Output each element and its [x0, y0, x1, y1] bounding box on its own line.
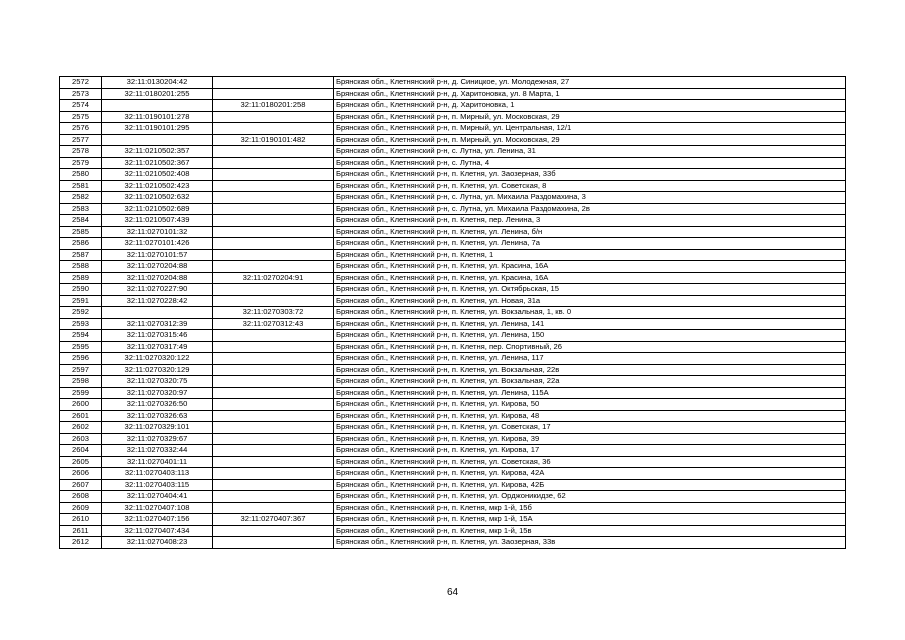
table-row — [60, 77, 846, 89]
address-cell: Брянская обл., Клетнянский р-н, с. Лутна, ул. Михаила Раздомахина, 3 — [334, 192, 846, 204]
address-cell: Брянская обл., Клетнянский р-н, п. Клетня, ул. Вокзальная, 22в — [334, 364, 846, 376]
related-cadastral-number-cell — [213, 364, 334, 376]
address-cell: Брянская обл., Клетнянский р-н, п. Клетня, ул. Ленина, 115А — [334, 387, 846, 399]
row-number-cell: 2600 — [60, 399, 102, 411]
cadastral-number-cell: 32:11:0270317:49 — [102, 341, 213, 353]
related-cadastral-number-cell — [213, 203, 334, 215]
cadastral-number-cell: 32:11:0270329:67 — [102, 433, 213, 445]
address-cell: Брянская обл., Клетнянский р-н, п. Клетня, ул. Ленина, 150 — [334, 330, 846, 342]
table-row — [60, 330, 846, 342]
table-row — [60, 318, 846, 330]
cadastral-number-cell: 32:11:0270312:39 — [102, 318, 213, 330]
cadastral-number-cell: 32:11:0270320:75 — [102, 376, 213, 388]
address-cell: Брянская обл., Клетнянский р-н, п. Клетня, ул. Ленина, 117 — [334, 353, 846, 365]
related-cadastral-number-cell — [213, 123, 334, 135]
table-row — [60, 238, 846, 250]
row-number-cell: 2599 — [60, 387, 102, 399]
address-cell: Брянская обл., Клетнянский р-н, с. Лутна, ул. Ленина, 31 — [334, 146, 846, 158]
row-number-cell: 2610 — [60, 514, 102, 526]
row-number-cell: 2598 — [60, 376, 102, 388]
related-cadastral-number-cell: 32:11:0190101:482 — [213, 134, 334, 146]
row-number-cell: 2574 — [60, 100, 102, 112]
related-cadastral-number-cell — [213, 77, 334, 89]
address-cell: Брянская обл., Клетнянский р-н, п. Клетня, ул. Ленина, б/н — [334, 226, 846, 238]
cadastral-number-cell: 32:11:0270326:63 — [102, 410, 213, 422]
row-number-cell: 2612 — [60, 537, 102, 549]
table-row — [60, 433, 846, 445]
table-row — [60, 422, 846, 434]
row-number-cell: 2597 — [60, 364, 102, 376]
row-number-cell: 2611 — [60, 525, 102, 537]
table-row — [60, 157, 846, 169]
table-row — [60, 215, 846, 227]
cadastral-number-cell: 32:11:0270204:88 — [102, 272, 213, 284]
table-row — [60, 502, 846, 514]
cadastral-number-cell: 32:11:0180201:255 — [102, 88, 213, 100]
property-register-table — [59, 76, 846, 549]
cadastral-number-cell: 32:11:0210507:439 — [102, 215, 213, 227]
related-cadastral-number-cell — [213, 479, 334, 491]
page-number: 64 — [446, 587, 459, 598]
row-number-cell: 2588 — [60, 261, 102, 273]
related-cadastral-number-cell: 32:11:0270312:43 — [213, 318, 334, 330]
address-cell: Брянская обл., Клетнянский р-н, п. Клетня, ул. Кирова, 42А — [334, 468, 846, 480]
row-number-cell: 2594 — [60, 330, 102, 342]
address-cell: Брянская обл., Клетнянский р-н, п. Клетня, ул. Новая, 31а — [334, 295, 846, 307]
related-cadastral-number-cell — [213, 284, 334, 296]
row-number-cell: 2582 — [60, 192, 102, 204]
address-cell: Брянская обл., Клетнянский р-н, п. Клетня, ул. Заозерная, 33в — [334, 537, 846, 549]
related-cadastral-number-cell — [213, 456, 334, 468]
table-row — [60, 272, 846, 284]
address-cell: Брянская обл., Клетнянский р-н, п. Мирный, ул. Центральная, 12/1 — [334, 123, 846, 135]
cadastral-number-cell: 32:11:0270227:90 — [102, 284, 213, 296]
cadastral-number-cell: 32:11:0210502:689 — [102, 203, 213, 215]
table-row — [60, 387, 846, 399]
cadastral-number-cell: 32:11:0270403:115 — [102, 479, 213, 491]
related-cadastral-number-cell — [213, 537, 334, 549]
row-number-cell: 2608 — [60, 491, 102, 503]
cadastral-number-cell: 32:11:0210502:367 — [102, 157, 213, 169]
address-cell: Брянская обл., Клетнянский р-н, п. Клетня, ул. Орджоникидзе, 62 — [334, 491, 846, 503]
row-number-cell: 2572 — [60, 77, 102, 89]
cadastral-number-cell: 32:11:0190101:278 — [102, 111, 213, 123]
related-cadastral-number-cell — [213, 146, 334, 158]
cadastral-number-cell: 32:11:0190101:295 — [102, 123, 213, 135]
related-cadastral-number-cell — [213, 111, 334, 123]
related-cadastral-number-cell: 32:11:0180201:258 — [213, 100, 334, 112]
address-cell: Брянская обл., Клетнянский р-н, д. Харитоновка, 1 — [334, 100, 846, 112]
cadastral-number-cell: 32:11:0270407:156 — [102, 514, 213, 526]
cadastral-number-cell — [102, 100, 213, 112]
address-cell: Брянская обл., Клетнянский р-н, п. Клетня, ул. Заозерная, 33б — [334, 169, 846, 181]
cadastral-number-cell: 32:11:0210502:357 — [102, 146, 213, 158]
row-number-cell: 2609 — [60, 502, 102, 514]
cadastral-number-cell: 32:11:0270407:108 — [102, 502, 213, 514]
address-cell: Брянская обл., Клетнянский р-н, п. Клетня, ул. Советская, 17 — [334, 422, 846, 434]
cadastral-number-cell: 32:11:0270228:42 — [102, 295, 213, 307]
table-row — [60, 399, 846, 411]
row-number-cell: 2580 — [60, 169, 102, 181]
table-row — [60, 491, 846, 503]
address-cell: Брянская обл., Клетнянский р-н, п. Клетня, 1 — [334, 249, 846, 261]
table-row — [60, 295, 846, 307]
row-number-cell: 2595 — [60, 341, 102, 353]
address-cell: Брянская обл., Клетнянский р-н, д. Харитоновка, ул. 8 Марта, 1 — [334, 88, 846, 100]
row-number-cell: 2601 — [60, 410, 102, 422]
table-row — [60, 203, 846, 215]
address-cell: Брянская обл., Клетнянский р-н, п. Клетня, ул. Советская, 36 — [334, 456, 846, 468]
related-cadastral-number-cell — [213, 353, 334, 365]
row-number-cell: 2578 — [60, 146, 102, 158]
table-row — [60, 134, 846, 146]
row-number-cell: 2575 — [60, 111, 102, 123]
row-number-cell: 2573 — [60, 88, 102, 100]
cadastral-number-cell: 32:11:0210502:632 — [102, 192, 213, 204]
table-row — [60, 100, 846, 112]
cadastral-number-cell: 32:11:0270101:57 — [102, 249, 213, 261]
row-number-cell: 2596 — [60, 353, 102, 365]
table-row — [60, 261, 846, 273]
row-number-cell: 2577 — [60, 134, 102, 146]
cadastral-number-cell: 32:11:0270320:97 — [102, 387, 213, 399]
cadastral-number-cell: 32:11:0270204:88 — [102, 261, 213, 273]
table-row — [60, 376, 846, 388]
related-cadastral-number-cell — [213, 261, 334, 273]
related-cadastral-number-cell — [213, 341, 334, 353]
row-number-cell: 2583 — [60, 203, 102, 215]
table-row — [60, 410, 846, 422]
related-cadastral-number-cell — [213, 399, 334, 411]
row-number-cell: 2603 — [60, 433, 102, 445]
row-number-cell: 2589 — [60, 272, 102, 284]
related-cadastral-number-cell — [213, 295, 334, 307]
cadastral-number-cell: 32:11:0270329:101 — [102, 422, 213, 434]
row-number-cell: 2576 — [60, 123, 102, 135]
row-number-cell: 2607 — [60, 479, 102, 491]
row-number-cell: 2604 — [60, 445, 102, 457]
table-body — [60, 77, 846, 549]
related-cadastral-number-cell — [213, 502, 334, 514]
cadastral-number-cell: 32:11:0270332:44 — [102, 445, 213, 457]
related-cadastral-number-cell — [213, 215, 334, 227]
address-cell: Брянская обл., Клетнянский р-н, п. Клетня, ул. Красина, 16А — [334, 261, 846, 273]
address-cell: Брянская обл., Клетнянский р-н, п. Клетня, ул. Кирова, 39 — [334, 433, 846, 445]
address-cell: Брянская обл., Клетнянский р-н, п. Клетня, мкр 1-й, 15А — [334, 514, 846, 526]
related-cadastral-number-cell — [213, 445, 334, 457]
row-number-cell: 2585 — [60, 226, 102, 238]
table-row — [60, 353, 846, 365]
table-row — [60, 88, 846, 100]
related-cadastral-number-cell — [213, 88, 334, 100]
table-row — [60, 123, 846, 135]
related-cadastral-number-cell — [213, 422, 334, 434]
related-cadastral-number-cell — [213, 491, 334, 503]
related-cadastral-number-cell — [213, 169, 334, 181]
address-cell: Брянская обл., Клетнянский р-н, с. Лутна, 4 — [334, 157, 846, 169]
address-cell: Брянская обл., Клетнянский р-н, п. Мирный, ул. Московская, 29 — [334, 134, 846, 146]
related-cadastral-number-cell — [213, 525, 334, 537]
row-number-cell: 2605 — [60, 456, 102, 468]
cadastral-number-cell — [102, 307, 213, 319]
table-row — [60, 364, 846, 376]
related-cadastral-number-cell: 32:11:0270303:72 — [213, 307, 334, 319]
address-cell: Брянская обл., Клетнянский р-н, п. Клетня, мкр 1-й, 15в — [334, 525, 846, 537]
related-cadastral-number-cell: 32:11:0270204:91 — [213, 272, 334, 284]
cadastral-number-cell: 32:11:0270315:46 — [102, 330, 213, 342]
table-row — [60, 169, 846, 181]
table-row — [60, 456, 846, 468]
table-row — [60, 146, 846, 158]
cadastral-number-cell: 32:11:0130204:42 — [102, 77, 213, 89]
cadastral-number-cell: 32:11:0270403:113 — [102, 468, 213, 480]
cadastral-number-cell: 32:11:0210502:408 — [102, 169, 213, 181]
table-row — [60, 341, 846, 353]
address-cell: Брянская обл., Клетнянский р-н, п. Мирный, ул. Московская, 29 — [334, 111, 846, 123]
address-cell: Брянская обл., Клетнянский р-н, с. Лутна, ул. Михаила Раздомахина, 2в — [334, 203, 846, 215]
table-row — [60, 307, 846, 319]
table-row — [60, 284, 846, 296]
row-number-cell: 2590 — [60, 284, 102, 296]
row-number-cell: 2581 — [60, 180, 102, 192]
table-row — [60, 249, 846, 261]
address-cell: Брянская обл., Клетнянский р-н, п. Клетня, ул. Ленина, 7а — [334, 238, 846, 250]
address-cell: Брянская обл., Клетнянский р-н, п. Клетня, ул. Советская, 8 — [334, 180, 846, 192]
cadastral-number-cell: 32:11:0270401:11 — [102, 456, 213, 468]
address-cell: Брянская обл., Клетнянский р-н, п. Клетня, пер. Спортивный, 26 — [334, 341, 846, 353]
cadastral-number-cell — [102, 134, 213, 146]
cadastral-number-cell: 32:11:0270320:129 — [102, 364, 213, 376]
related-cadastral-number-cell — [213, 157, 334, 169]
related-cadastral-number-cell: 32:11:0270407:367 — [213, 514, 334, 526]
cadastral-number-cell: 32:11:0270408:23 — [102, 537, 213, 549]
related-cadastral-number-cell — [213, 192, 334, 204]
row-number-cell: 2592 — [60, 307, 102, 319]
address-cell: Брянская обл., Клетнянский р-н, п. Клетня, ул. Красина, 16А — [334, 272, 846, 284]
address-cell: Брянская обл., Клетнянский р-н, п. Клетня, ул. Октябрьская, 15 — [334, 284, 846, 296]
row-number-cell: 2587 — [60, 249, 102, 261]
row-number-cell: 2591 — [60, 295, 102, 307]
address-cell: Брянская обл., Клетнянский р-н, п. Клетня, ул. Кирова, 17 — [334, 445, 846, 457]
related-cadastral-number-cell — [213, 410, 334, 422]
cadastral-number-cell: 32:11:0270320:122 — [102, 353, 213, 365]
row-number-cell: 2586 — [60, 238, 102, 250]
address-cell: Брянская обл., Клетнянский р-н, п. Клетня, мкр 1-й, 15б — [334, 502, 846, 514]
table-row — [60, 445, 846, 457]
table-row — [60, 192, 846, 204]
cadastral-number-cell: 32:11:0270101:32 — [102, 226, 213, 238]
table-row — [60, 468, 846, 480]
row-number-cell: 2602 — [60, 422, 102, 434]
cadastral-number-cell: 32:11:0270407:434 — [102, 525, 213, 537]
row-number-cell: 2579 — [60, 157, 102, 169]
table-row — [60, 514, 846, 526]
related-cadastral-number-cell — [213, 433, 334, 445]
cadastral-number-cell: 32:11:0210502:423 — [102, 180, 213, 192]
table-row — [60, 111, 846, 123]
address-cell: Брянская обл., Клетнянский р-н, п. Клетня, ул. Вокзальная, 22а — [334, 376, 846, 388]
cadastral-number-cell: 32:11:0270101:426 — [102, 238, 213, 250]
related-cadastral-number-cell — [213, 180, 334, 192]
row-number-cell: 2584 — [60, 215, 102, 227]
address-cell: Брянская обл., Клетнянский р-н, д. Синицкое, ул. Молодежная, 27 — [334, 77, 846, 89]
related-cadastral-number-cell — [213, 249, 334, 261]
cadastral-number-cell: 32:11:0270404:41 — [102, 491, 213, 503]
address-cell: Брянская обл., Клетнянский р-н, п. Клетня, ул. Кирова, 42Б — [334, 479, 846, 491]
address-cell: Брянская обл., Клетнянский р-н, п. Клетня, ул. Кирова, 48 — [334, 410, 846, 422]
related-cadastral-number-cell — [213, 226, 334, 238]
related-cadastral-number-cell — [213, 238, 334, 250]
related-cadastral-number-cell — [213, 468, 334, 480]
address-cell: Брянская обл., Клетнянский р-н, п. Клетня, ул. Ленина, 141 — [334, 318, 846, 330]
table-row — [60, 525, 846, 537]
cadastral-number-cell: 32:11:0270326:50 — [102, 399, 213, 411]
table-row — [60, 180, 846, 192]
table-row — [60, 537, 846, 549]
related-cadastral-number-cell — [213, 376, 334, 388]
row-number-cell: 2606 — [60, 468, 102, 480]
table-row — [60, 479, 846, 491]
address-cell: Брянская обл., Клетнянский р-н, п. Клетня, ул. Вокзальная, 1, кв. 0 — [334, 307, 846, 319]
row-number-cell: 2593 — [60, 318, 102, 330]
related-cadastral-number-cell — [213, 387, 334, 399]
address-cell: Брянская обл., Клетнянский р-н, п. Клетня, ул. Кирова, 50 — [334, 399, 846, 411]
table-row — [60, 226, 846, 238]
related-cadastral-number-cell — [213, 330, 334, 342]
address-cell: Брянская обл., Клетнянский р-н, п. Клетня, пер. Ленина, 3 — [334, 215, 846, 227]
